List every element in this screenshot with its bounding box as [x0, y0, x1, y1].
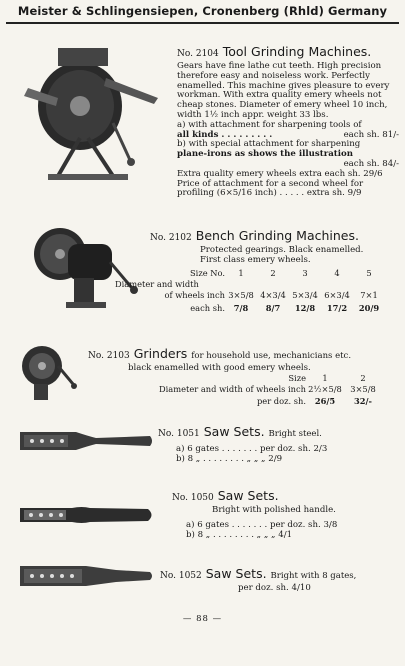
price-3: 12/8	[294, 303, 316, 313]
product-1050	[172, 488, 400, 540]
product-2103-table	[126, 373, 396, 407]
option-a-line-2-text: all kinds . . . . . . . . .	[177, 129, 273, 140]
option-b-line-1: b) with special attachment for sharpening	[177, 139, 361, 150]
diameter-row	[115, 290, 405, 301]
2103-size-label: Size	[288, 373, 306, 383]
2103-dim-1: 2½×5/8	[308, 384, 342, 394]
product-2104-number: No. 2104	[177, 49, 219, 59]
extra-line-2: Price of attachment for a second wheel for	[177, 178, 364, 189]
option-a-price: each sh. 81/-	[343, 129, 399, 140]
diameter-label-row	[115, 279, 405, 290]
saw-set-1052-illustration	[16, 558, 156, 594]
product-2104-title-line	[177, 44, 399, 62]
tool-grinding-machine-illustration	[18, 28, 168, 188]
product-1052-title: Saw Sets.	[205, 566, 267, 581]
2103-size-1: 1	[322, 373, 328, 383]
product-1050-number: No. 1050	[172, 493, 214, 503]
2103-size-2: 2	[360, 373, 366, 383]
option-b-price: each sh. 84/-	[343, 158, 399, 169]
dim-4: 6×3/4	[324, 290, 350, 300]
price-row	[115, 303, 405, 314]
product-2102-number: No. 2102	[150, 233, 192, 243]
product-1051	[158, 424, 400, 465]
product-1051-title: Saw Sets.	[203, 424, 265, 439]
dim-1: 3×5/8	[228, 290, 254, 300]
product-1050-option-a: a) 6 gates . . . . . . . per doz. sh. 3/8	[186, 519, 338, 530]
2103-price-row	[126, 396, 396, 407]
2103-diameter-label: Diameter and width of wheels inch	[158, 384, 306, 394]
size-row	[115, 268, 405, 279]
product-1050-subtitle: Bright with polished handle.	[212, 505, 336, 515]
2103-diameter-row	[98, 384, 396, 395]
price-5: 20/9	[358, 303, 380, 313]
diameter-label-1: Diameter and width	[115, 279, 199, 289]
product-2102-line-2: First class emery wheels.	[200, 254, 311, 265]
price-label: each sh.	[190, 303, 225, 313]
size-2: 2	[270, 268, 276, 278]
product-1051-number: No. 1051	[158, 429, 200, 439]
product-1052-title-line	[160, 566, 400, 584]
header-rule	[6, 22, 399, 24]
product-1052	[160, 566, 400, 594]
size-4: 4	[334, 268, 340, 278]
product-2103-line-1: black enamelled with good emery wheels.	[128, 363, 311, 373]
extra-line-1: Extra quality emery wheels extra each sh. 29/6	[177, 168, 383, 179]
product-2102-line-1: Protected gearings. Black enamelled.	[200, 245, 364, 255]
product-2102-table	[115, 268, 405, 314]
product-2103-title: Grinders	[133, 346, 188, 361]
price-2: 8/7	[265, 303, 281, 313]
option-a-line-1: a) with attachment for sharpening tools of	[177, 119, 362, 130]
product-1051-option-a: a) 6 gates . . . . . . . per doz. sh. 2/3	[176, 444, 328, 454]
product-2104-title: Tool Grinding Machines.	[222, 44, 372, 59]
diameter-label-2: of wheels inch	[164, 290, 225, 300]
product-1051-subtitle: Bright steel.	[268, 429, 322, 439]
product-2104-line-1: Gears have fine lathe cut teeth. High precision	[177, 61, 382, 71]
option-b-line-2: plane-irons as shows the illustration	[177, 149, 354, 160]
size-5: 5	[366, 268, 372, 278]
product-2104	[177, 44, 399, 199]
product-2103-subtitle: for household use, mechanicians etc.	[191, 351, 352, 361]
2103-dim-2: 3×5/8	[350, 384, 376, 394]
dim-5: 7×1	[360, 290, 378, 300]
extra-line-3: profiling (6×5/16 inch) . . . . . extra sh. 9/9	[177, 188, 362, 199]
page-header: Meister & Schlingensiepen, Cronenberg (Rhld) Germany	[17, 4, 388, 18]
product-2104-line-5: cheap stones. Diameter of emery wheel 10 inch,	[177, 100, 388, 111]
product-1050-title: Saw Sets.	[217, 488, 279, 503]
product-2103-number: No. 2103	[88, 351, 130, 361]
product-1050-title-line	[172, 488, 400, 506]
2103-size-row	[126, 373, 396, 384]
product-2104-line-3: enamelled. This machine gives pleasure to every	[177, 80, 390, 91]
dim-3: 5×3/4	[292, 290, 318, 300]
price-4: 17/2	[326, 303, 348, 313]
product-1052-subtitle: Bright with 8 gates,	[270, 571, 357, 581]
product-2102-title-line	[150, 228, 400, 246]
page-number: — 88 —	[182, 614, 223, 624]
2103-price-label: per doz. sh.	[256, 396, 306, 406]
saw-set-1050-illustration	[16, 498, 156, 532]
product-2102-title: Bench Grinding Machines.	[195, 228, 359, 243]
product-2103-title-line	[88, 346, 400, 364]
dim-2: 4×3/4	[260, 290, 286, 300]
product-1051-option-b: b) 8 „ . . . . . . . . „ „ „ 2/9	[176, 453, 283, 464]
price-1: 7/8	[233, 303, 249, 313]
product-2103	[88, 346, 400, 374]
product-2104-line-6: width 1½ inch appr. weight 33 lbs.	[177, 109, 329, 120]
size-3: 3	[302, 268, 308, 278]
product-1050-option-b: b) 8 „ . . . . . . . . „ „ „ 4/1	[186, 529, 293, 540]
product-2104-line-2: therefore easy and noiseless work. Perfectly	[177, 70, 371, 81]
product-1051-title-line	[158, 424, 400, 442]
size-1: 1	[238, 268, 244, 278]
2103-price-1: 26/5	[314, 396, 336, 406]
size-label: Size No.	[189, 268, 225, 278]
saw-set-1051-illustration	[16, 424, 156, 458]
2103-price-2: 32/-	[353, 396, 373, 406]
product-1052-number: No. 1052	[160, 571, 202, 581]
product-2102	[150, 228, 400, 266]
household-grinder-illustration	[18, 336, 78, 406]
product-1052-price: per doz. sh. 4/10	[238, 583, 311, 593]
product-2104-line-4: workman. With extra quality emery wheels not	[177, 90, 382, 101]
